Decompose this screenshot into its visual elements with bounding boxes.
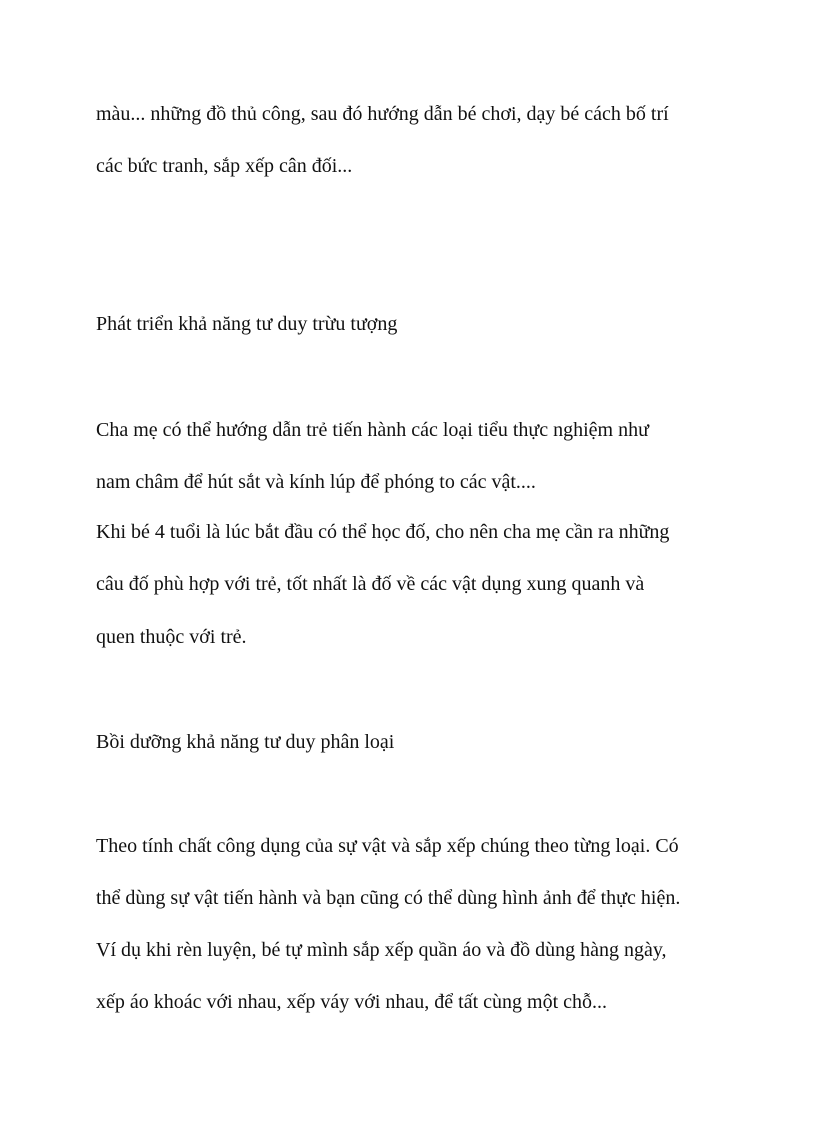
intro-line-1: màu... những đồ thủ công, sau đó hướng dẫn bé chơi, dạy bé cách bố trí (96, 103, 669, 125)
section1-line-2: nam châm để hút sắt và kính lúp để phóng to các vật.... (96, 471, 536, 493)
section1-line-4: câu đố phù hợp với trẻ, tốt nhất là đố về các vật dụng xung quanh và (96, 573, 645, 595)
section1-line-5: quen thuộc với trẻ. (96, 626, 247, 648)
section-heading-abstract-thinking: Phát triển khả năng tư duy trừu tượng (96, 313, 398, 335)
section-heading-classification-thinking: Bồi dưỡng khả năng tư duy phân loại (96, 731, 395, 753)
section1-line-3: Khi bé 4 tuổi là lúc bắt đầu có thể học đố, cho nên cha mẹ cần ra những (96, 521, 670, 543)
section2-line-2: thể dùng sự vật tiến hành và bạn cũng có thể dùng hình ảnh để thực hiện. (96, 887, 681, 909)
section2-line-1: Theo tính chất công dụng của sự vật và sắp xếp chúng theo từng loại. Có (96, 835, 679, 857)
section2-line-3: Ví dụ khi rèn luyện, bé tự mình sắp xếp quần áo và đồ dùng hàng ngày, (96, 939, 667, 961)
intro-line-2: các bức tranh, sắp xếp cân đối... (96, 155, 353, 177)
section1-line-1: Cha mẹ có thể hướng dẫn trẻ tiến hành các loại tiểu thực nghiệm như (96, 419, 649, 441)
section2-line-4: xếp áo khoác với nhau, xếp váy với nhau, để tất cùng một chỗ... (96, 991, 608, 1013)
